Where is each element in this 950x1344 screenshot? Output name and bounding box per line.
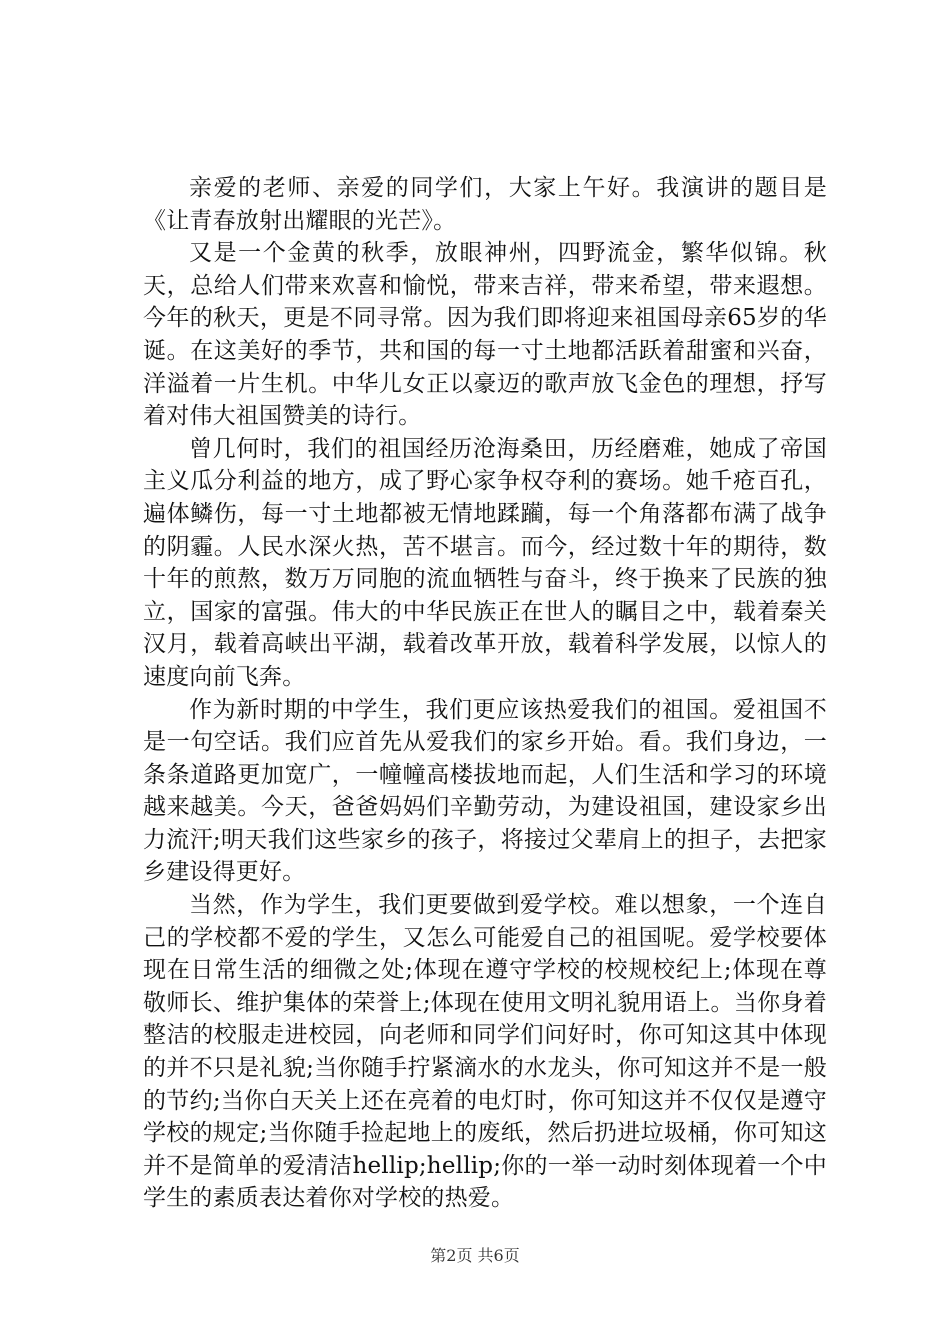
paragraph-love-country: 作为新时期的中学生，我们更应该热爱我们的祖国。爱祖国不是一句空话。我们应首先从爱我们的家乡开始。看。我们身边，一条条道路更加宽广，一幢幢高楼拔地而起，人们生活和学习的环境越来越美。今天，爸爸妈妈们辛勤劳动，为建设祖国，建设家乡出力流汗;明天我们这些家乡的孩子，将接过父辈肩上的担子，去把家乡建设得更好。	[143, 696, 827, 886]
paragraph-love-school: 当然，作为学生，我们更要做到爱学校。难以想象，一个连自己的学校都不爱的学生，又怎么可能爱自己的祖国呢。爱学校要体现在日常生活的细微之处;体现在遵守学校的校规校纪上;体现在尊敬师长、维护集体的荣誉上;体现在使用文明礼貌用语上。当你身着整洁的校服走进校园，向老师和同学们问好时，你可知这其中体现的并不只是礼貌;当你随手拧紧滴水的水龙头，你可知这并不是一般的节约;当你白天关上还在亮着的电灯时，你可知这并不仅仅是遵守学校的规定;当你随手捡起地上的废纸，然后扔进垃圾桶，你可知这并不是简单的爱清洁hellip;hellip;你的一举一动时刻体现着一个中学生的素质表达着你对学校的热爱。	[143, 892, 827, 1212]
paragraph-greeting: 亲爱的老师、亲爱的同学们，大家上午好。我演讲的题目是《让青春放射出耀眼的光芒》。	[143, 175, 827, 234]
body-text	[143, 172, 827, 1215]
paragraph-autumn: 又是一个金黄的秋季，放眼神州，四野流金，繁华似锦。秋天，总给人们带来欢喜和愉悦，带来吉祥，带来希望，带来遐想。今年的秋天，更是不同寻常。因为我们即将迎来祖国母亲65岁的华诞。在这美好的季节，共和国的每一寸土地都活跃着甜蜜和兴奋，洋溢着一片生机。中华儿女正以豪迈的歌声放飞金色的理想，抒写着对伟大祖国赞美的诗行。	[143, 240, 827, 430]
page-number-footer: 第2页 共6页	[430, 1246, 520, 1265]
paragraph-history: 曾几何时，我们的祖国经历沧海桑田，历经磨难，她成了帝国主义瓜分利益的地方，成了野心家争权夺利的赛场。她千疮百孔，遍体鳞伤，每一寸土地都被无情地蹂躏，每一个角落都布满了战争的阴霾。人民水深火热，苦不堪言。而今，经过数十年的期待，数十年的煎熬，数万万同胞的流血牺牲与奋斗，终于换来了民族的独立，国家的富强。伟大的中华民族正在世人的瞩目之中，载着秦关汉月，载着高峡出平湖，载着改革开放，载着科学发展，以惊人的速度向前飞奔。	[143, 435, 827, 690]
